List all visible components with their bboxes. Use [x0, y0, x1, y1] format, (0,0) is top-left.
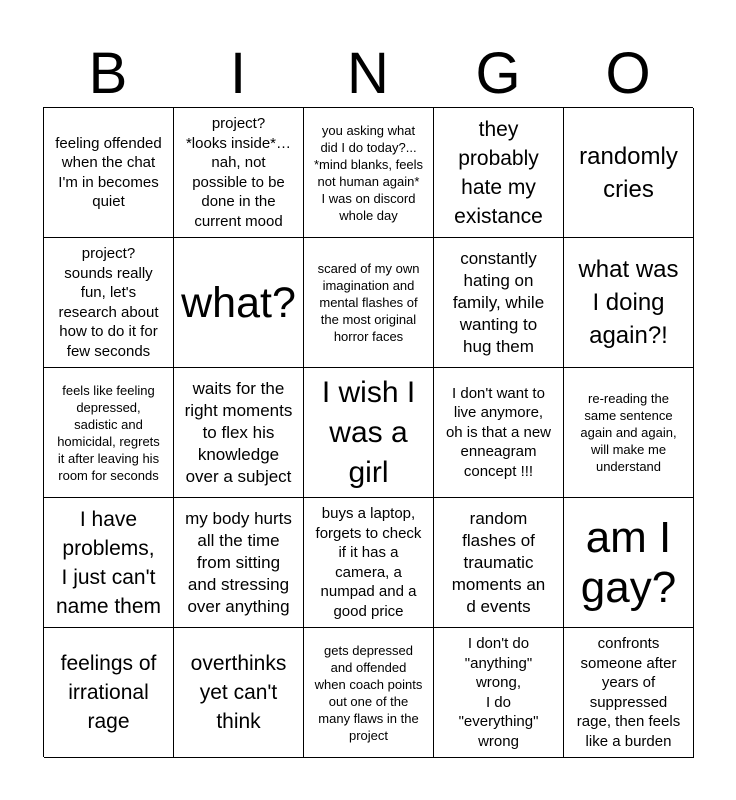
- bingo-cell[interactable]: [434, 628, 564, 758]
- cell-text: I have problems, I just can't name them: [55, 507, 162, 618]
- bingo-cell[interactable]: [174, 498, 304, 628]
- bingo-cell[interactable]: [304, 368, 434, 498]
- bingo-cell[interactable]: [174, 628, 304, 758]
- bingo-cell[interactable]: [564, 368, 694, 498]
- bingo-cell[interactable]: [564, 628, 694, 758]
- bingo-cell[interactable]: [564, 238, 694, 368]
- cell-text: buys a laptop, forgets to check if it has a camera, a numpad and a good price: [315, 505, 422, 620]
- bingo-cell[interactable]: [564, 108, 694, 238]
- cell-text: I don't want to live anymore, oh is that a new enneagram concept !!!: [445, 384, 552, 480]
- cell-text: confronts someone after years of suppressed rage, then feels like a burden: [576, 635, 681, 750]
- cell-text: re-reading the same sentence again and again, will make me understand: [580, 391, 677, 474]
- bingo-cell[interactable]: [304, 498, 434, 628]
- cell-text: feelings of irrational rage: [60, 652, 157, 733]
- cell-text: overthinks yet can't think: [190, 652, 287, 733]
- cell-text: project? sounds really fun, let's research about how to do it for few seconds: [58, 245, 159, 360]
- bingo-cell[interactable]: [174, 368, 304, 498]
- bingo-cell[interactable]: [304, 628, 434, 758]
- cell-text: they probably hate my existance: [454, 117, 543, 228]
- bingo-cell[interactable]: [44, 368, 174, 498]
- cell-text: feels like feeling depressed, sadistic and homicidal, regrets it after leaving his room for seconds: [57, 382, 160, 483]
- cell-text: I don't do "anything" wrong, I do "everything" wrong: [458, 635, 539, 750]
- bingo-cell[interactable]: [44, 628, 174, 758]
- cell-text: scared of my own imagination and mental flashes of the most original horror faces: [317, 261, 420, 344]
- bingo-header: [43, 40, 693, 108]
- bingo-cell[interactable]: [434, 238, 564, 368]
- cell-text: waits for the right moments to flex his knowledge over a subject: [184, 378, 293, 486]
- bingo-cell[interactable]: [434, 498, 564, 628]
- bingo-cell[interactable]: [44, 238, 174, 368]
- cell-text: what was I doing again?!: [578, 256, 679, 349]
- cell-text: feeling offended when the chat I'm in becomes quiet: [55, 134, 162, 210]
- cell-text: gets depressed and offended when coach points out one of the many flaws in the project: [314, 642, 423, 743]
- bingo-cell[interactable]: [174, 238, 304, 368]
- cell-text: I wish I was a girl: [321, 375, 416, 489]
- cell-text: constantly hating on family, while wanting to hug them: [452, 248, 545, 356]
- cell-text: project? *looks inside*… nah, not possible to be done in the current mood: [185, 115, 292, 230]
- cell-text: am I gay?: [580, 512, 677, 612]
- cell-text: random flashes of traumatic moments an d events: [451, 508, 546, 616]
- cell-text: my body hurts all the time from sitting and stressing over anything: [185, 508, 292, 616]
- bingo-cell[interactable]: [434, 108, 564, 238]
- cell-text: you asking what did I do today?... *mind blanks, feels not human again* I was on discord whole day: [313, 122, 424, 223]
- bingo-cell[interactable]: [44, 498, 174, 628]
- header-letter-o: O: [605, 41, 651, 106]
- bingo-cell[interactable]: [44, 108, 174, 238]
- bingo-cell[interactable]: [174, 108, 304, 238]
- header-letter-i: I: [229, 41, 247, 106]
- header-letter-g: G: [475, 41, 521, 106]
- bingo-cell[interactable]: [434, 368, 564, 498]
- bingo-cell[interactable]: [304, 238, 434, 368]
- bingo-cell[interactable]: [564, 498, 694, 628]
- cell-text: what?: [181, 278, 296, 327]
- bingo-grid: [43, 107, 693, 757]
- header-letter-b: B: [88, 41, 128, 106]
- bingo-cell[interactable]: [304, 108, 434, 238]
- cell-text: randomly cries: [579, 142, 678, 203]
- header-letter-n: N: [347, 41, 389, 106]
